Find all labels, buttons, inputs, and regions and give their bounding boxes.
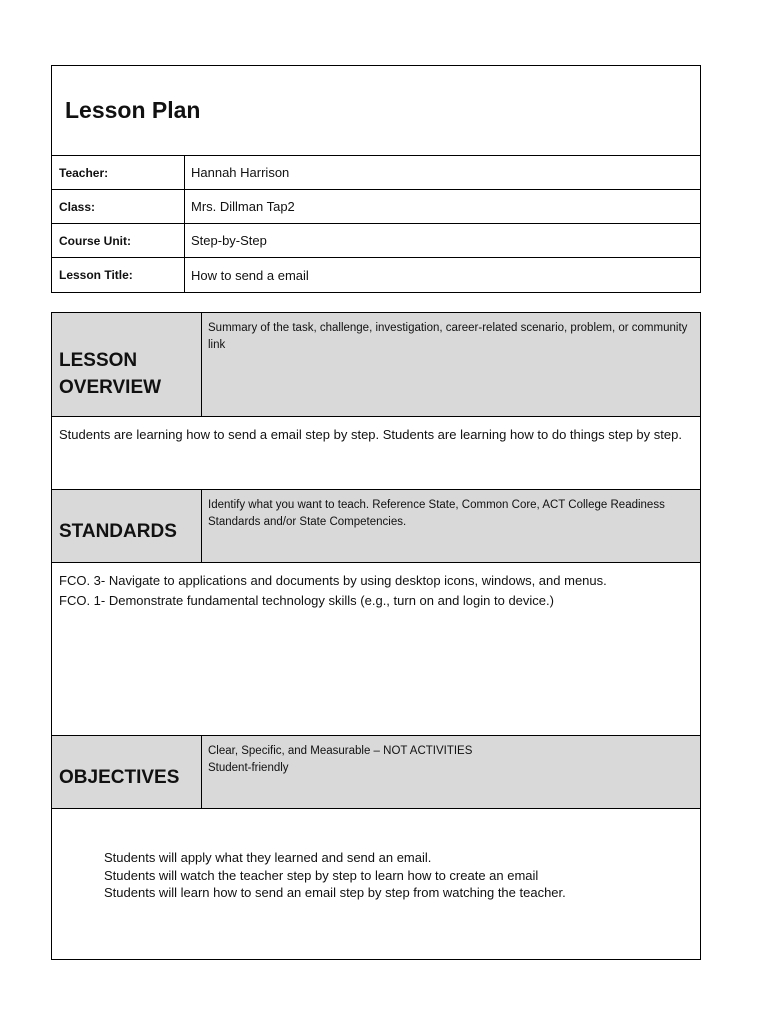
lesson-main-table (51, 312, 701, 960)
class-row (52, 190, 700, 224)
overview-title (52, 313, 202, 416)
lesson-header-table (51, 65, 701, 293)
course-unit-label: Course Unit: (52, 224, 185, 257)
objective-item: Students will apply what they learned and send an email. (104, 850, 432, 865)
objectives-title: OBJECTIVES (52, 736, 202, 808)
overview-title-line1: LESSON (59, 349, 138, 371)
standards-header (52, 490, 700, 563)
overview-description: Summary of the task, challenge, investigation, career-related scenario, problem, or community link (208, 322, 688, 352)
objectives-description (202, 736, 700, 808)
class-label: Class: (52, 190, 185, 223)
objective-item: Students will watch the teacher step by step to learn how to create an email (104, 867, 539, 883)
objectives-body (52, 809, 700, 958)
teacher-row (52, 156, 700, 190)
course-unit-value: Step-by-Step (191, 233, 267, 248)
teacher-label: Teacher: (52, 156, 185, 189)
overview-header (52, 313, 700, 417)
page-title: Lesson Plan (65, 97, 201, 123)
teacher-value: Hannah Harrison (191, 165, 290, 180)
overview-body: Students are learning how to send a email step by step. Students are learning how to do things step by step. (52, 417, 700, 490)
standards-body (52, 563, 700, 736)
standard-item: FCO. 3- Navigate to applications and documents by using desktop icons, windows, and menus. (59, 573, 607, 588)
objectives-description-line2: Student-friendly (208, 762, 289, 775)
lesson-title-value: How to send a email (191, 267, 309, 283)
overview-title-line2: OVERVIEW (59, 377, 162, 399)
standard-item: FCO. 1- Demonstrate fundamental technology skills (e.g., turn on and login to device.) (59, 592, 554, 608)
class-value: Mrs. Dillman Tap2 (191, 199, 295, 214)
course-unit-row (52, 224, 700, 258)
header-title-row (52, 66, 700, 156)
standards-title: STANDARDS (52, 490, 202, 562)
lesson-title-row (52, 258, 700, 292)
standards-description: Identify what you want to teach. Reference State, Common Core, ACT College Readiness Standards and/or State Competencies. (208, 499, 665, 529)
objectives-header (52, 736, 700, 809)
objective-item: Students will learn how to send an email step by step from watching the teacher. (104, 885, 566, 901)
objectives-description-line1: Clear, Specific, and Measurable – NOT ACTIVITIES (208, 745, 473, 757)
lesson-title-label: Lesson Title: (52, 258, 185, 292)
